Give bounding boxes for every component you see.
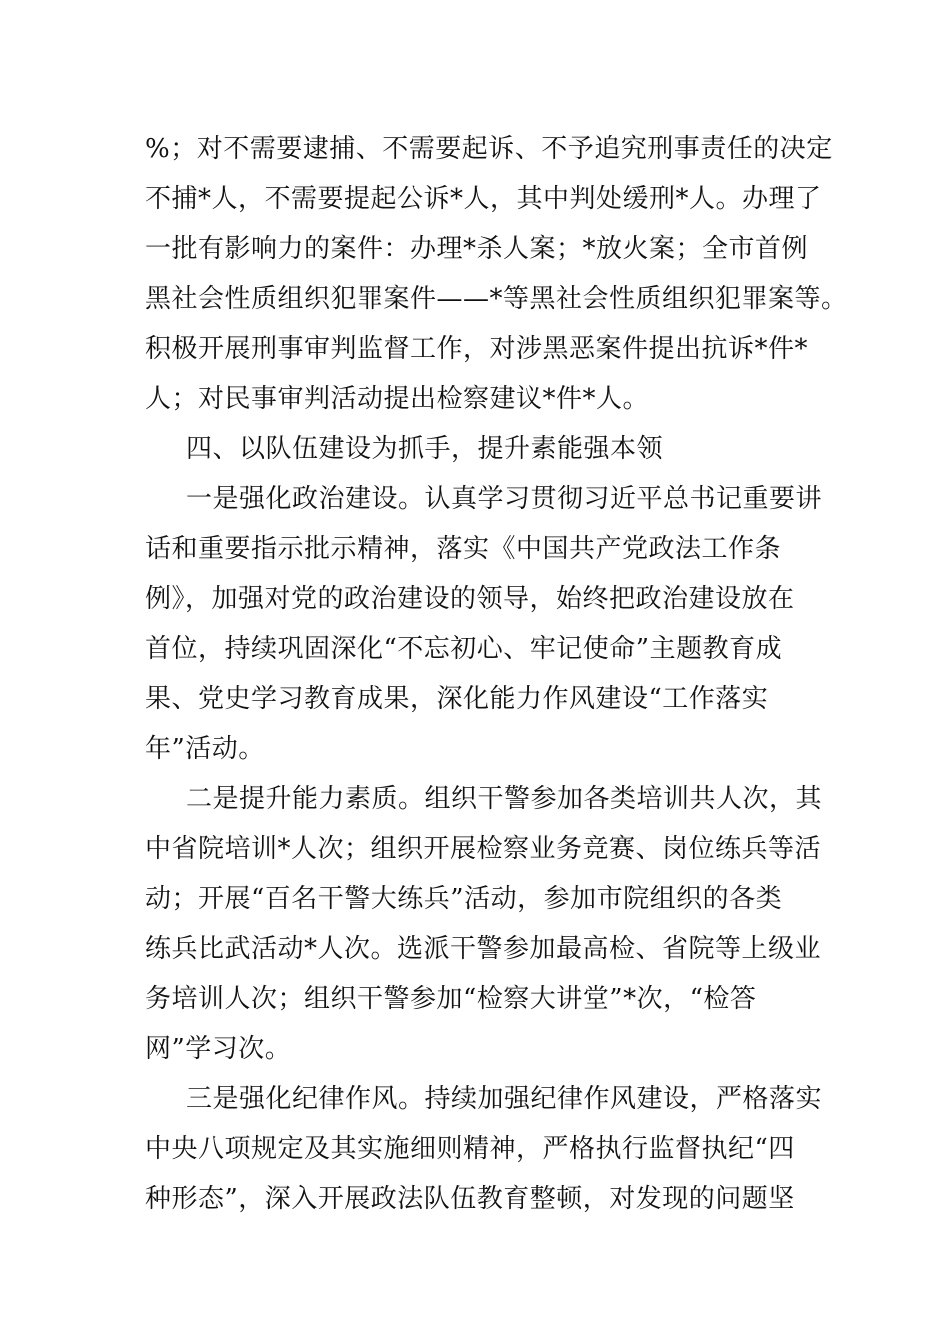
- text-line: 果、党史学习教育成果，深化能力作风建设“工作落实: [145, 684, 769, 714]
- text-line: 务培训人次；组织干警参加“检察大讲堂”*次，“检答: [145, 984, 757, 1014]
- text-line: 中央八项规定及其实施细则精神，严格执行监督执纪“四: [145, 1134, 795, 1164]
- text-line: 话和重要指示批示精神，落实《中国共产党政法工作条: [145, 534, 782, 564]
- text-line: 练兵比武活动*人次。选派干警参加最高检、省院等上级业: [145, 934, 822, 964]
- text-line: 中省院培训*人次；组织开展检察业务竞赛、岗位练兵等活: [145, 834, 822, 864]
- text-line: 积极开展刑事审判监督工作，对涉黑恶案件提出抗诉*件*: [145, 334, 809, 364]
- text-line: 首位，持续巩固深化“不忘初心、牢记使命”主题教育成: [145, 634, 783, 664]
- text-line: 动；开展“百名干警大练兵”活动，参加市院组织的各类: [145, 884, 783, 914]
- text-line: 种形态”，深入开展政法队伍教育整顿，对发现的问题坚: [145, 1184, 795, 1214]
- section-heading: 四、以队伍建设为抓手，提升素能强本领: [186, 434, 664, 464]
- text-line: 例》，加强对党的政治建设的领导，始终把政治建设放在: [145, 584, 795, 614]
- text-line: 一批有影响力的案件：办理*杀人案；*放火案；全市首例: [145, 234, 809, 264]
- paragraph-start: 三是强化纪律作风。持续加强纪律作风建设，严格落实: [186, 1084, 823, 1114]
- text-line: %；对不需要逮捕、不需要起诉、不予追究刑事责任的决定: [145, 134, 833, 164]
- text-line: 不捕*人，不需要提起公诉*人，其中判处缓刑*人。办理了: [145, 184, 822, 214]
- paragraph-start: 一是强化政治建设。认真学习贯彻习近平总书记重要讲: [186, 484, 823, 514]
- text-line: 网”学习次。: [145, 1034, 292, 1064]
- text-line: 人；对民事审判活动提出检察建议*件*人。: [145, 384, 650, 414]
- text-line: 黑社会性质组织犯罪案件——*等黑社会性质组织犯罪案等。: [145, 284, 848, 314]
- paragraph-start: 二是提升能力素质。组织干警参加各类培训共人次，其: [186, 784, 823, 814]
- text-line: 年”活动。: [145, 734, 265, 764]
